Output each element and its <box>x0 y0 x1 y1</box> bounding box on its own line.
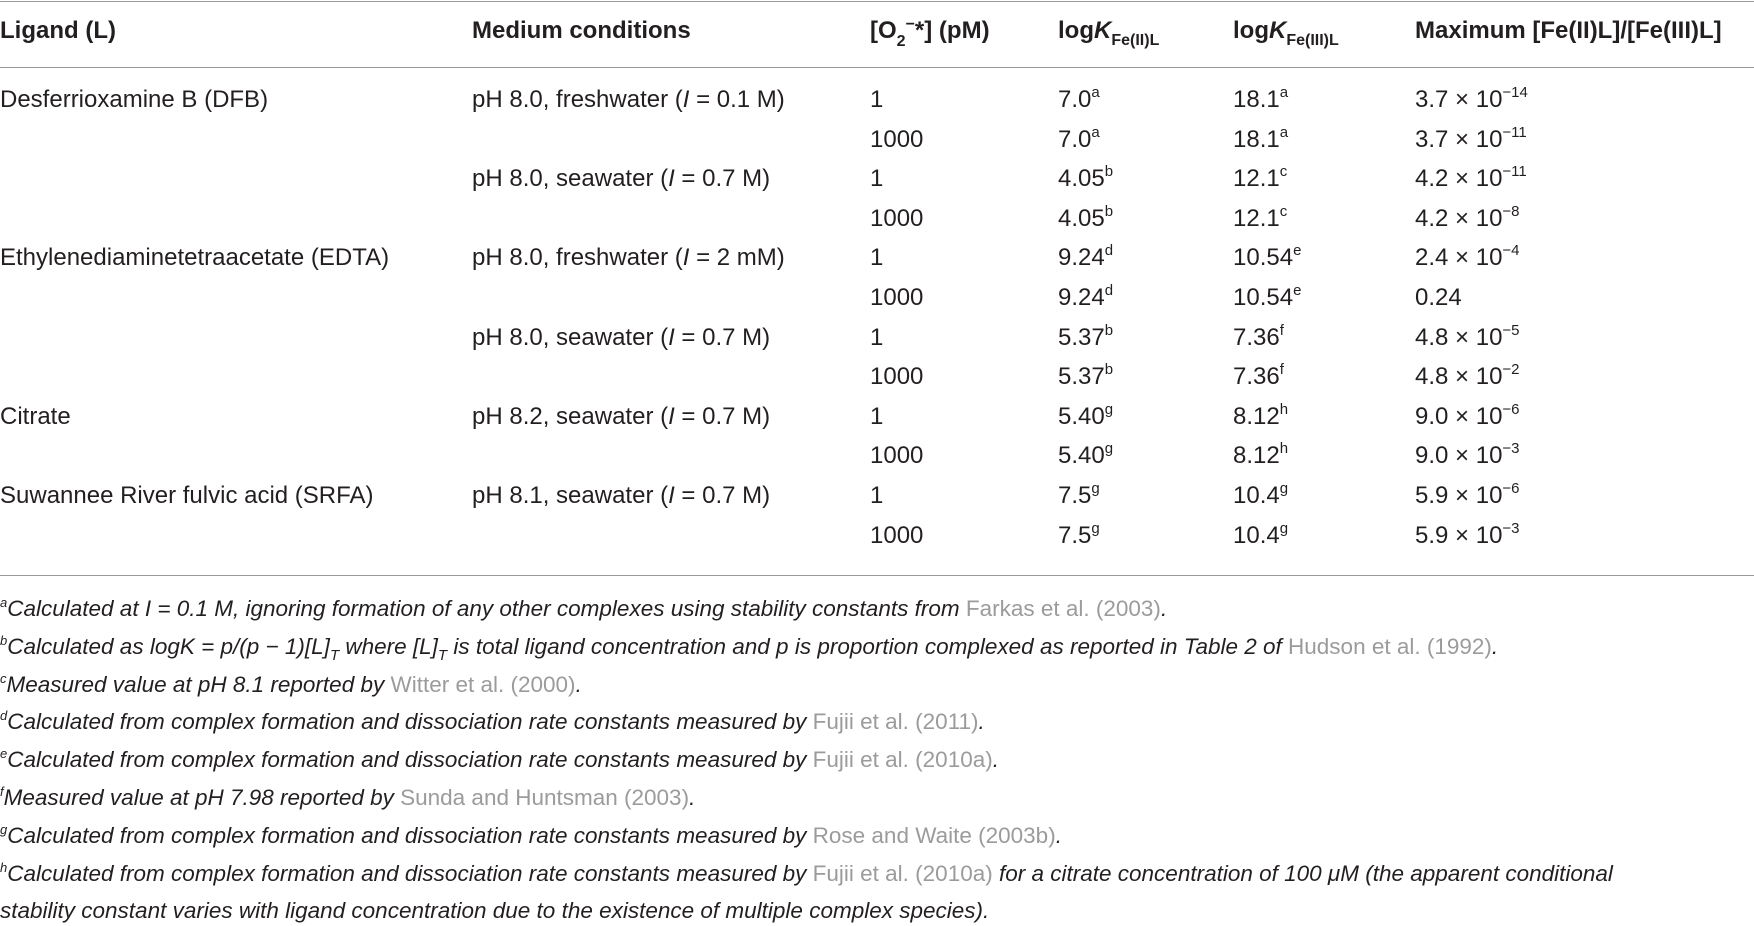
logk-fe3-cell <box>1233 362 1284 392</box>
footnote-marker: e <box>0 746 8 762</box>
header-superoxide: $[O_2^-*]$ (pM) <box>870 16 990 50</box>
footnote-text: where [L] <box>339 633 438 659</box>
superoxide-cell: 1 <box>870 323 884 351</box>
footnote-text: . <box>1160 596 1168 621</box>
footnote-text: Measured value at pH 7.98 reported by <box>3 785 401 810</box>
logk-value: 5.37 <box>1058 323 1105 351</box>
logk-value: 10.54 <box>1233 244 1294 272</box>
footnote-mark: a <box>1279 84 1289 101</box>
superoxide-cell: 1 <box>870 402 884 430</box>
footnote-mark: b <box>1104 321 1114 339</box>
table-row <box>0 164 1754 204</box>
footnote-mark: b <box>1104 202 1114 220</box>
citation-link: Fujii et al. (2010a) <box>812 747 993 773</box>
header-medium: Medium conditions <box>472 17 691 44</box>
footnote-mark: a <box>1091 84 1100 101</box>
ratio-exponent: −6 <box>1502 480 1520 497</box>
table-row <box>0 323 1754 363</box>
footnote-marker: d <box>0 708 8 724</box>
footnote-e <box>0 745 999 778</box>
subscript: T <box>329 646 340 664</box>
footnote-b <box>0 632 1498 665</box>
logk-fe2-cell <box>1058 204 1113 234</box>
ratio-base: 5.9 × 10 <box>1415 482 1503 509</box>
medium-text: pH 8.0, freshwater ( <box>472 244 683 272</box>
header-logk-fe3: logK$_{Fe(III)L}$ <box>1233 17 1339 49</box>
ratio-base: 2.4 × 10 <box>1415 244 1503 272</box>
ionic-strength-symbol: I <box>668 165 675 193</box>
logk-value: 8.12 <box>1233 402 1280 430</box>
ratio-exponent: −11 <box>1502 163 1527 181</box>
table-row <box>0 283 1754 323</box>
footnote-h-continued: stability constant varies with ligand concentration due to the existence of multiple complex species). <box>0 898 990 924</box>
ratio-exponent: −2 <box>1502 361 1520 379</box>
ionic-strength-symbol: I <box>682 244 690 272</box>
footnote-h <box>0 859 1613 892</box>
ligand-cell: Desferrioxamine B (DFB) <box>0 86 269 113</box>
footnote-g <box>0 821 1062 854</box>
ratio-exponent: −8 <box>1502 202 1520 220</box>
ratio-base: 4.8 × 10 <box>1415 323 1503 351</box>
footnote-text: Measured value at pH 8.1 reported by <box>6 671 391 697</box>
ratio-cell <box>1415 125 1527 155</box>
header-ligand: Ligand (L) <box>0 17 116 44</box>
footnote-mark: g <box>1279 519 1289 537</box>
logk-value: 5.37 <box>1058 363 1105 391</box>
medium-text: pH 8.0, seawater ( <box>472 323 669 351</box>
medium-cell <box>472 402 770 432</box>
footnote-mark: f <box>1279 321 1284 339</box>
medium-cell <box>472 164 770 194</box>
ratio-base: 9.0 × 10 <box>1415 402 1503 430</box>
footnote-text: . <box>1055 822 1062 848</box>
logk-value: 12.1 <box>1233 165 1280 193</box>
superoxide-cell: 1000 <box>870 363 924 391</box>
logk-fe3-cell <box>1233 243 1301 273</box>
footnote-marker: g <box>0 821 8 837</box>
citation-link: Fujii et al. (2011) <box>812 709 979 735</box>
citation-link: Fujii et al. (2010a) <box>812 860 993 886</box>
ratio-exponent: −3 <box>1502 440 1520 458</box>
ratio-exponent: −5 <box>1502 321 1520 339</box>
logk-fe3-cell <box>1233 204 1287 234</box>
footnote-mark: g <box>1104 440 1114 458</box>
footnote-mark: h <box>1279 440 1289 458</box>
medium-cell <box>472 481 770 511</box>
logk-value: 7.36 <box>1233 363 1280 391</box>
logk-fe3-cell <box>1233 283 1301 313</box>
ratio-base: 4.2 × 10 <box>1415 165 1503 193</box>
logk-fe3-cell <box>1233 323 1284 353</box>
footnote-mark: e <box>1293 282 1302 299</box>
medium-text: = 0.7 M) <box>674 482 771 509</box>
logk-fe2-cell <box>1058 402 1113 432</box>
logk-value: 7.0 <box>1058 125 1092 153</box>
footnote-mark: c <box>1279 202 1288 220</box>
ratio-cell <box>1415 323 1520 353</box>
citation-link: Hudson et al. (1992) <box>1288 633 1492 659</box>
ratio-base: 9.0 × 10 <box>1415 442 1503 470</box>
medium-text: = 2 mM) <box>689 244 785 272</box>
logk-fe2-cell <box>1058 521 1100 551</box>
ratio-cell <box>1415 362 1520 392</box>
footnote-a <box>0 594 1167 627</box>
footnote-text: . <box>1491 633 1499 659</box>
footnote-text: Calculated from complex formation and dissociation rate constants measured by <box>7 860 813 886</box>
table-row <box>0 481 1754 521</box>
logk-fe3-cell <box>1233 441 1288 471</box>
logk-fe2-cell <box>1058 283 1113 313</box>
logk-fe2-cell <box>1058 125 1100 155</box>
footnote-marker: f <box>0 784 4 799</box>
footnote-d <box>0 707 985 740</box>
citation-link: Farkas et al. (2003) <box>965 596 1161 621</box>
footnote-text: . <box>978 709 985 735</box>
ratio-cell <box>1415 283 1462 313</box>
logk-fe3-cell <box>1233 521 1288 551</box>
logk-value: 9.24 <box>1058 284 1105 311</box>
medium-cell <box>472 323 770 353</box>
logk-fe2-cell <box>1058 481 1100 511</box>
ratio-cell <box>1415 441 1520 471</box>
medium-cell <box>472 85 785 115</box>
footnote-f <box>0 783 695 816</box>
ratio-base: 4.8 × 10 <box>1415 363 1503 391</box>
medium-text: = 0.7 M) <box>674 323 771 351</box>
ionic-strength-symbol: I <box>668 482 675 509</box>
footnote-marker: h <box>0 859 8 875</box>
header-max-ratio: Maximum [Fe(II)L]/[Fe(III)L] <box>1415 17 1722 44</box>
logk-value: 18.1 <box>1233 125 1280 153</box>
logk-fe3-cell <box>1233 125 1288 155</box>
table-row <box>0 85 1754 125</box>
header-rule <box>0 67 1754 68</box>
superoxide-cell: 1000 <box>870 442 924 470</box>
logk-value: 7.0 <box>1058 86 1092 113</box>
table-row <box>0 204 1754 244</box>
logk-fe2-cell <box>1058 164 1113 194</box>
footnote-marker: a <box>0 595 8 610</box>
logk-fe2-cell <box>1058 243 1113 273</box>
footnote-marker: b <box>0 632 8 648</box>
top-rule <box>0 1 1754 2</box>
ligand-cell: Suwannee River fulvic acid (SRFA) <box>0 482 374 509</box>
footnote-mark: d <box>1104 242 1114 260</box>
medium-text: pH 8.1, seawater ( <box>472 482 669 509</box>
footnote-mark: e <box>1293 242 1302 260</box>
logk-value: 4.05 <box>1058 204 1105 232</box>
logk-fe2-cell <box>1058 323 1113 353</box>
ligand-cell: Citrate <box>0 402 71 430</box>
medium-cell <box>472 243 785 273</box>
ionic-strength-symbol: I <box>668 323 675 351</box>
citation-link: Witter et al. (2000) <box>390 671 576 697</box>
footnote-text: Calculated at I = 0.1 M, ignoring formation of any other complexes using stability constants from <box>7 596 966 621</box>
ratio-cell <box>1415 402 1520 432</box>
footnote-text: Calculated as logK = p/(p − 1)[L] <box>7 633 330 659</box>
logk-value: 5.40 <box>1058 442 1105 470</box>
footnote-mark: b <box>1104 163 1114 181</box>
logk-value: 7.5 <box>1058 521 1092 549</box>
superoxide-cell: 1 <box>870 86 884 113</box>
table-row <box>0 362 1754 402</box>
ratio-base: 5.9 × 10 <box>1415 521 1503 549</box>
footnote-mark: g <box>1091 519 1100 537</box>
citation-link: Sunda and Huntsman (2003) <box>400 785 690 810</box>
logk-value: 18.1 <box>1233 86 1280 113</box>
ratio-base: 4.2 × 10 <box>1415 204 1503 232</box>
header-logk-fe2: logK$_{Fe(II)L}$ <box>1058 17 1160 49</box>
logk-fe2-cell <box>1058 362 1113 392</box>
footnote-text: is total ligand concentration and p is proportion complexed as reported in Table 2 of <box>447 633 1289 659</box>
logk-fe2-cell <box>1058 441 1113 471</box>
superoxide-cell: 1 <box>870 482 884 509</box>
ratio-cell <box>1415 243 1520 273</box>
ratio-exponent: −11 <box>1502 123 1527 141</box>
logk-value: 10.54 <box>1233 284 1294 311</box>
footnote-mark: g <box>1279 480 1289 497</box>
ratio-cell <box>1415 164 1527 194</box>
footnote-text: . <box>575 671 582 697</box>
logk-value: 12.1 <box>1233 204 1280 232</box>
superoxide-cell: 1000 <box>870 204 924 232</box>
logk-fe3-cell <box>1233 481 1288 511</box>
logk-value: 9.24 <box>1058 244 1105 272</box>
medium-text: = 0.1 M) <box>689 86 785 113</box>
medium-text: pH 8.2, seawater ( <box>472 402 669 430</box>
bottom-rule <box>0 575 1754 576</box>
ratio-exponent: −3 <box>1502 519 1520 537</box>
logk-fe3-cell <box>1233 164 1287 194</box>
logk-fe2-cell <box>1058 85 1100 115</box>
table-row <box>0 402 1754 442</box>
footnote-marker: c <box>0 670 7 686</box>
ratio-base: 3.7 × 10 <box>1415 125 1503 153</box>
logk-fe3-cell <box>1233 402 1288 432</box>
ratio-base: 3.7 × 10 <box>1415 86 1503 113</box>
ionic-strength-symbol: I <box>668 402 675 430</box>
subscript: T <box>437 646 448 664</box>
medium-text: pH 8.0, freshwater ( <box>472 86 683 113</box>
superoxide-cell: 1000 <box>870 284 924 311</box>
footnote-text: Calculated from complex formation and dissociation rate constants measured by <box>7 822 813 848</box>
footnote-text: . <box>689 785 696 810</box>
citation-link: Rose and Waite (2003b) <box>812 822 1056 848</box>
logk-value: 10.4 <box>1233 521 1280 549</box>
footnote-mark: d <box>1104 282 1114 299</box>
medium-text: pH 8.0, seawater ( <box>472 165 669 193</box>
ratio-cell <box>1415 204 1520 234</box>
footnote-text: Calculated from complex formation and dissociation rate constants measured by <box>7 747 813 773</box>
table-row <box>0 243 1754 283</box>
ratio-base: 0.24 <box>1415 284 1462 311</box>
table-row <box>0 521 1754 561</box>
logk-value: 7.5 <box>1058 482 1092 509</box>
footnote-mark: h <box>1279 400 1289 418</box>
medium-text: = 0.7 M) <box>674 402 771 430</box>
footnote-mark: b <box>1104 361 1114 379</box>
footnote-mark: g <box>1104 400 1114 418</box>
footnote-text: . <box>992 747 999 773</box>
ratio-exponent: −4 <box>1502 242 1520 260</box>
superoxide-cell: 1 <box>870 165 884 193</box>
ligand-cell: Ethylenediaminetetraacetate (EDTA) <box>0 244 390 272</box>
superoxide-cell: 1000 <box>870 125 924 153</box>
table-row <box>0 441 1754 481</box>
logk-value: 8.12 <box>1233 442 1280 470</box>
medium-text: = 0.7 M) <box>674 165 771 193</box>
superoxide-cell: 1000 <box>870 521 924 549</box>
logk-value: 10.4 <box>1233 482 1280 509</box>
footnote-mark: a <box>1279 123 1289 141</box>
ratio-exponent: −6 <box>1502 400 1520 418</box>
superoxide-cell: 1 <box>870 244 884 272</box>
ratio-cell <box>1415 481 1520 511</box>
ratio-cell <box>1415 85 1528 115</box>
footnote-c <box>0 670 582 703</box>
footnote-text: for a citrate concentration of 100 μM (the apparent conditional <box>992 860 1613 886</box>
logk-fe3-cell <box>1233 85 1288 115</box>
table-row <box>0 125 1754 165</box>
footnote-text: Calculated from complex formation and dissociation rate constants measured by <box>7 709 813 735</box>
logk-value: 7.36 <box>1233 323 1280 351</box>
ratio-cell <box>1415 521 1520 551</box>
logk-value: 4.05 <box>1058 165 1105 193</box>
ionic-strength-symbol: I <box>682 86 690 113</box>
footnote-mark: a <box>1091 123 1100 141</box>
ratio-exponent: −14 <box>1502 84 1528 101</box>
logk-value: 5.40 <box>1058 402 1105 430</box>
footnote-mark: c <box>1279 163 1288 181</box>
footnote-mark: g <box>1091 480 1100 497</box>
footnote-mark: f <box>1279 361 1284 379</box>
